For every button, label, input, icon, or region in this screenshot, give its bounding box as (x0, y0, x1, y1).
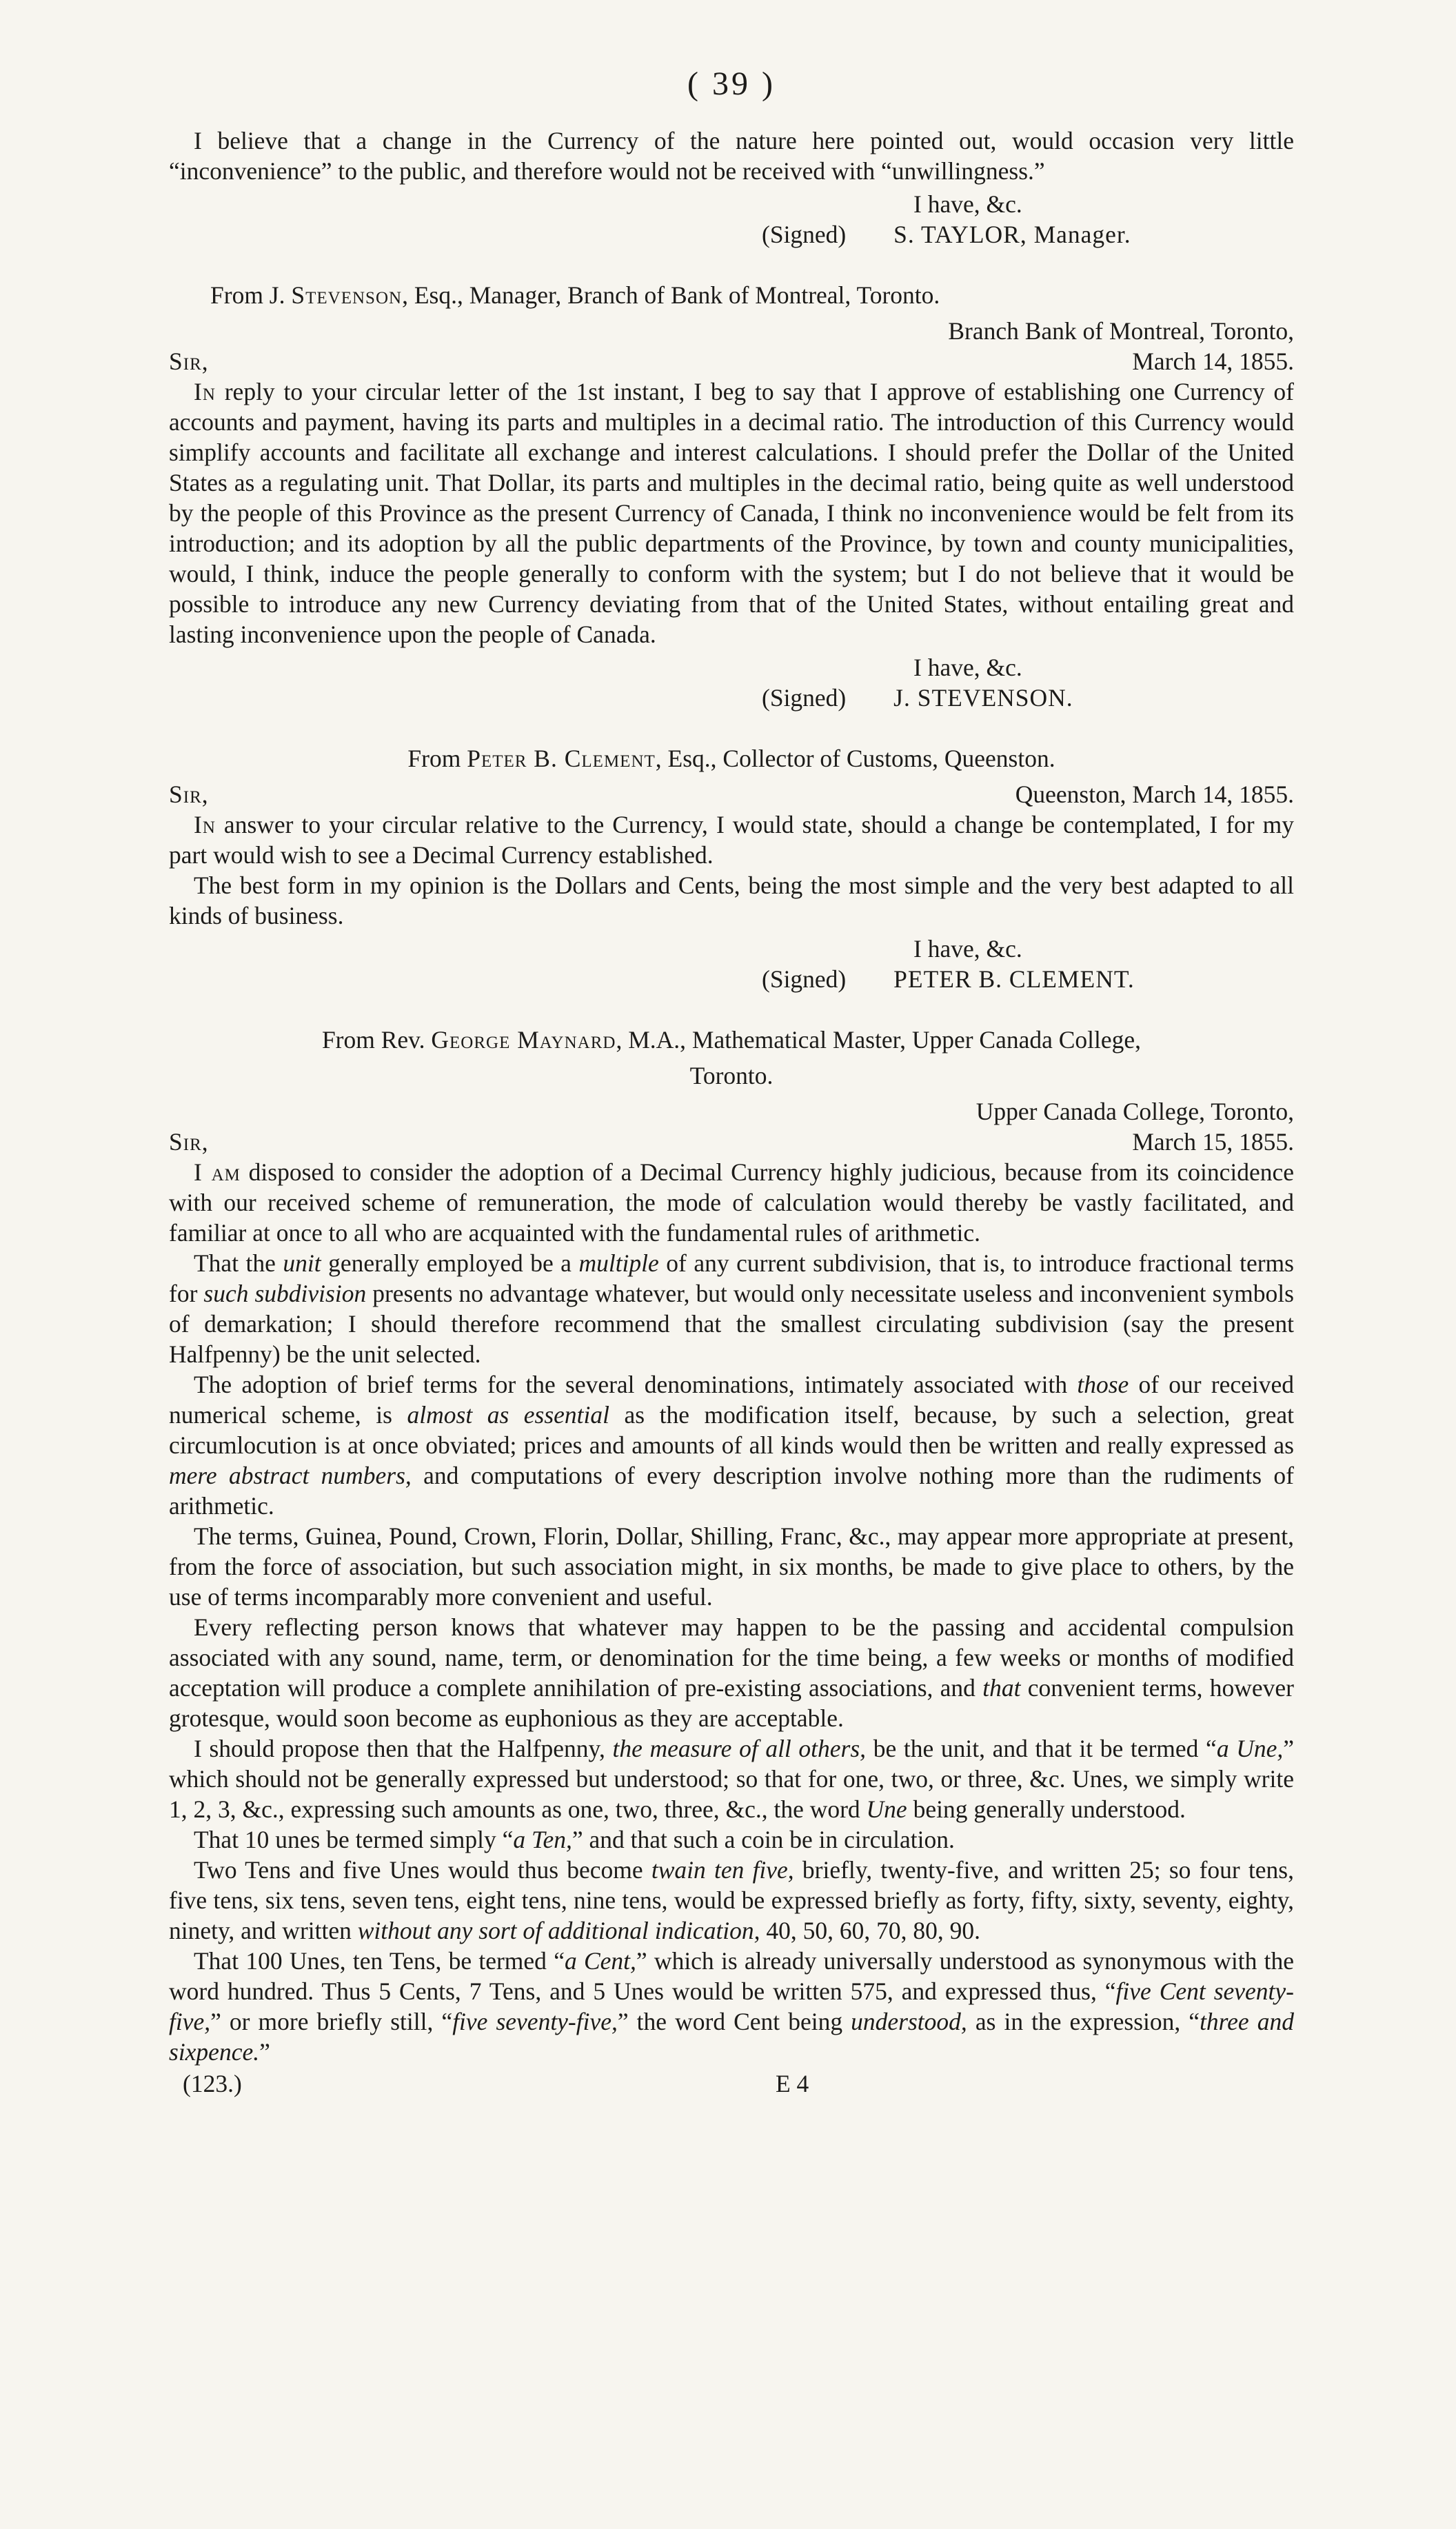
heading-name: George Maynard (431, 1026, 616, 1054)
heading-suffix: , Esq., Manager, Branch of Bank of Montreal, Toronto. (402, 281, 940, 309)
signed-label: (Signed) (762, 221, 847, 248)
text: being generally understood. (907, 1795, 1186, 1823)
paragraph-2 (169, 1248, 1294, 1369)
signatory-name: PETER B. CLEMENT. (893, 965, 1135, 993)
signatory-name: S. TAYLOR, Manager. (893, 221, 1131, 248)
signature-mark: E 4 (776, 2070, 809, 2097)
italic-text: Une (866, 1795, 907, 1823)
text: That 100 Unes, ten Tens, be termed “ (194, 1947, 565, 1975)
letter-body: The best form in my opinion is the Dollars and Cents, being the most simple and the very best adapted to all kinds of business. (169, 871, 1294, 929)
text: The adoption of brief terms for the several denominations, intimately associated with (194, 1371, 1078, 1398)
signatory-name: J. STEVENSON. (893, 684, 1073, 712)
paragraph-8 (169, 1855, 1294, 1946)
italic-text: multiple (578, 1249, 659, 1277)
body-lead: In (194, 811, 216, 838)
letter-taylor (169, 125, 1294, 250)
salutation: Sir, (169, 780, 209, 808)
text: 40, 50, 60, 70, 80, 90. (760, 1917, 981, 1944)
salutation-row (169, 1127, 1294, 1157)
letter-maynard (169, 1025, 1294, 2067)
text: ” and that such a coin be in circulation. (572, 1826, 955, 1853)
italic-text: that (982, 1674, 1021, 1702)
paragraph-6 (169, 1733, 1294, 1824)
letter-heading (169, 1025, 1294, 1055)
italic-text: five Cent seventy-five, (169, 1977, 1294, 2035)
closing: I have, &c. (913, 935, 1022, 963)
text: That the (194, 1249, 283, 1277)
body-lead: I am (194, 1158, 241, 1186)
letter-stevenson (169, 280, 1294, 713)
text: convenient terms, however grotesque, would soon become as euphonious as they are acceptable. (169, 1674, 1294, 1732)
italic-text: unit (283, 1249, 321, 1277)
letter-date: March 14, 1855. (1132, 347, 1294, 375)
text: of any current subdivision, that is, to introduce fractional terms for (169, 1249, 1294, 1307)
heading-name: Stevenson (291, 281, 403, 309)
text: disposed to consider the adoption of a Decimal Currency highly judicious, because from its coincidence with our received scheme of remuneration, the mode of calculation would thereby be vastly facilitated, and familiar at once to all who are acquainted with the fundamental rules of arithmetic. (169, 1158, 1294, 1247)
paragraph-5 (169, 1612, 1294, 1733)
text: as the modification itself, because, by such a selection, great circumlocution is at once obviated; prices and amounts of all kinds would then be written and really expressed as (169, 1401, 1294, 1459)
signed-label: (Signed) (762, 684, 847, 712)
page-number: ( 39 ) (687, 66, 776, 102)
body-lead: In (194, 378, 216, 405)
text: Every reflecting person knows that whatever may happen to be the passing and accidental compulsion associated with any sound, name, term, or denomination for the time being, a few weeks or months of modified acceptation will produce a complete annihilation of pre-existing associations, and (169, 1613, 1294, 1702)
paragraph-7 (169, 1824, 1294, 1855)
text: as in the expression, “ (967, 2008, 1200, 2035)
heading-name: Peter B. Clement (467, 745, 656, 772)
paragraph-9 (169, 1946, 1294, 2067)
signature-line (169, 219, 1294, 250)
text: briefly, twenty-five, and written 25; so four tens, five tens, six tens, seven tens, eight tens, nine tens, would be expressed briefly as forty, fifty, sixty, seventy, eighty, ninety, and written (169, 1856, 1295, 1944)
document-id: (123.) (183, 2070, 242, 2097)
text: ” the word Cent being (617, 2008, 851, 2035)
text: be the unit, and that it be termed “ (866, 1735, 1217, 1762)
italic-text: a Ten, (513, 1826, 572, 1853)
heading-prefix: From (407, 745, 461, 772)
letter-body (169, 809, 1294, 870)
closing: I have, &c. (913, 190, 1022, 218)
paragraph-4: The terms, Guinea, Pound, Crown, Florin, Dollar, Shilling, Franc, &c., may appear more appropriate at present, from the force of association, but such association might, in six months, be made to give place to others, by the use of terms incomparably more convenient and useful. (169, 1522, 1294, 1611)
signature-line (169, 683, 1294, 713)
letter-body (169, 376, 1294, 649)
heading-prefix: From Rev. (321, 1026, 425, 1054)
place-date: Queenston, March 14, 1855. (1015, 780, 1294, 808)
text: ” which is already universally understood as synonymous with the word hundred. Thus 5 Cents, 7 Tens, and 5 Unes would be written 575, and expressed thus, “ (169, 1947, 1294, 2005)
italic-text: a Cent, (564, 1947, 636, 1975)
text: and computations of every description involve nothing more than the rudiments of arithmetic. (169, 1462, 1294, 1520)
italic-text: a Une, (1216, 1735, 1284, 1762)
salutation-row (169, 779, 1294, 809)
italic-text: almost as essential (407, 1401, 610, 1429)
italic-text: the measure of all others, (612, 1735, 867, 1762)
text: ” (259, 2038, 270, 2066)
heading-prefix: From J. (210, 281, 285, 309)
letter-body: I believe that a change in the Currency of the nature here pointed out, would occasion very little “inconvenience” to the public, and therefore would not be received with “unwillingness.” (169, 127, 1294, 185)
text: ” which should not be generally expressed but understood; so that for one, two, or three, &c. Unes, we simply write 1, 2, 3, &c., expressing such amounts as one, two, three, &c., the word (169, 1735, 1294, 1823)
text: generally employed be a (321, 1249, 579, 1277)
signed-label: (Signed) (762, 965, 847, 993)
sender-address: Upper Canada College, Toronto, (975, 1098, 1294, 1125)
italic-text: five seventy-five, (452, 2008, 618, 2035)
heading-suffix: , Esq., Collector of Customs, Queenston. (655, 745, 1055, 772)
salutation-row (169, 346, 1294, 376)
paragraph-3 (169, 1369, 1294, 1521)
text: of our received numerical scheme, is (169, 1371, 1294, 1429)
page-footer (169, 2068, 1294, 2099)
text: presents no advantage whatever, but would only necessitate useless and inconvenient symbols of demarkation; I should therefore recommend that the smallest circulating subdivision (say the present Halfpenny) be the unit selected. (169, 1280, 1294, 1368)
signature-line (169, 964, 1294, 994)
text: ” or more briefly still, “ (210, 2008, 453, 2035)
text: I should propose then that the Halfpenny, (194, 1735, 613, 1762)
heading-line-2: Toronto. (689, 1062, 774, 1089)
italic-text: without any sort of additional indication, (357, 1917, 760, 1944)
salutation: Sir, (169, 347, 209, 375)
italic-text: three and sixpence. (169, 2008, 1294, 2066)
sender-address: Branch Bank of Montreal, Toronto, (948, 317, 1294, 345)
body-text: answer to your circular relative to the Currency, I would state, should a change be contemplated, I for my part would wish to see a Decimal Currency established. (169, 811, 1294, 869)
salutation: Sir, (169, 1128, 209, 1156)
closing: I have, &c. (913, 654, 1022, 681)
letter-date: March 15, 1855. (1132, 1128, 1294, 1156)
body-text: reply to your circular letter of the 1st instant, I beg to say that I approve of establishing one Currency of accounts and payment, having its parts and multiples in a decimal ratio. The introduction of this Currency would simplify accounts and facilitate all exchange and interest calculations. I should prefer the Dollar of the United States as a regulating unit. That Dollar, its parts and multiples in the decimal ratio, being quite as well understood by the people of this Province as the present Currency of Canada, I think no inconvenience would be felt from its introduction; and its adoption by all the public departments of the Province, by town and county municipalities, would, I think, induce the people generally to conform with the system; but I do not believe that it would be possible to introduce any new Currency deviating from that of the United States, without entailing great and lasting inconvenience upon the people of Canada. (169, 378, 1294, 648)
italic-text: such subdivision (203, 1280, 367, 1307)
heading-suffix: , M.A., Mathematical Master, Upper Canada College, (616, 1026, 1142, 1054)
letter-clement (169, 743, 1294, 994)
text: Two Tens and five Unes would thus become (194, 1856, 651, 1884)
letter-heading (169, 743, 1294, 774)
italic-text: understood, (851, 2008, 967, 2035)
italic-text: twain ten five, (651, 1856, 794, 1884)
italic-text: those (1077, 1371, 1129, 1398)
text: That 10 unes be termed simply “ (194, 1826, 514, 1853)
paragraph-1 (169, 1157, 1294, 1248)
italic-text: mere abstract numbers, (169, 1462, 412, 1489)
letter-heading (169, 280, 1294, 310)
